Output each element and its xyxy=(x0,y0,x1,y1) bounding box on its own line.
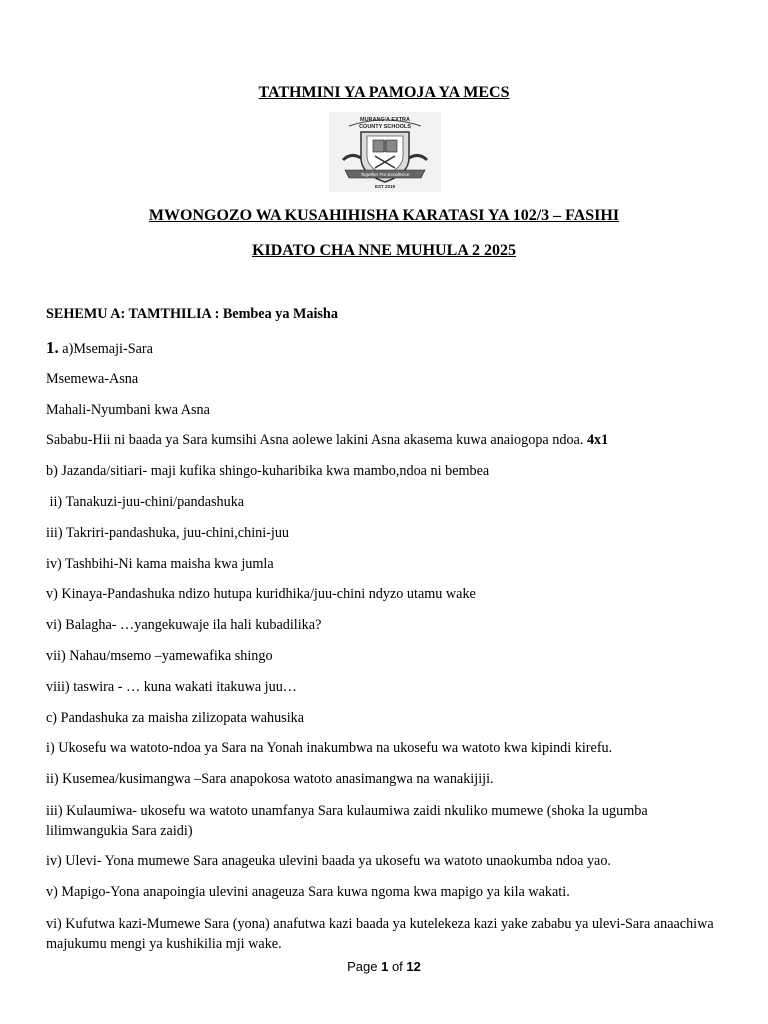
form-term-title: KIDATO CHA NNE MUHULA 2 2025 xyxy=(252,242,516,259)
page-number: 1 xyxy=(381,959,389,974)
question-number: 1. xyxy=(46,338,59,357)
answer-line: i) Ukosefu wa watoto-ndoa ya Sara na Yonah inakumbwa na ukosefu wa watoto kwa kipindi kirefu. xyxy=(46,740,613,756)
exam-title: TATHMINI YA PAMOJA YA MECS xyxy=(258,84,510,101)
page-total: 12 xyxy=(406,959,421,974)
section-heading: SEHEMU A: TAMTHILIA : Bembea ya Maisha xyxy=(46,306,338,322)
answer-line-text: Sababu-Hii ni baada ya Sara kumsihi Asna aolewe lakini Asna akasema kuwa anaiogopa ndoa. xyxy=(46,432,584,448)
answer-line: vii) Nahau/msemo –yamewafika shingo xyxy=(46,648,273,664)
answer-line: vi) Balagha- …yangekuwaje ila hali kubadilika? xyxy=(46,617,322,633)
answer-line: vi) Kufutwa kazi-Mumewe Sara (yona) anafutwa kazi baada ya kutelekeza kazi yake zababu ya ulevi-Sara anaachiwa majukumu mengi ya kushikilia mji wake. xyxy=(46,916,714,952)
answer-line: ii) Tanakuzi-juu-chini/pandashuka xyxy=(46,494,245,510)
answer-line: iv) Ulevi- Yona mumewe Sara anageuka ulevini baada ya ukosefu wa watoto unaokumba ndoa yao. xyxy=(46,853,611,869)
logo-motto: Together For Excellence xyxy=(360,172,410,177)
question-line-1 xyxy=(46,338,153,358)
school-crest-logo xyxy=(329,112,441,192)
answer-line: ii) Kusemea/kusimangwa –Sara anapokosa watoto anasimangwa na wanakijiji. xyxy=(46,771,494,787)
marks-allocation: 4x1 xyxy=(586,432,609,448)
question-line-text: a)Msemaji-Sara xyxy=(62,341,153,357)
of-word: of xyxy=(391,959,403,974)
answer-line: b) Jazanda/sitiari- maji kufika shingo-kuharibika kwa mambo,ndoa ni bembea xyxy=(46,463,490,479)
answer-line: iv) Tashbihi-Ni kama maisha kwa jumla xyxy=(46,556,274,572)
logo-text-2: COUNTY SCHOOLS xyxy=(359,124,411,130)
marking-scheme-title: MWONGOZO WA KUSAHIHISHA KARATASI YA 102/3 – FASIHI xyxy=(148,207,620,224)
answer-line: iii) Kulaumiwa- ukosefu wa watoto unamfanya Sara kulaumiwa zaidi nkuliko mumewe (shoka la ugumba lilimwangukia Sara zaidi) xyxy=(46,803,648,839)
answer-line: v) Mapigo-Yona anapoingia ulevini anageuza Sara kuwa ngoma kwa mapigo ya kila wakati. xyxy=(46,884,570,900)
answer-line: Msemewa-Asna xyxy=(46,371,139,387)
page-word: Page xyxy=(347,959,378,974)
page-footer xyxy=(0,959,768,974)
answer-line xyxy=(46,432,608,449)
logo-est: EST 2019 xyxy=(374,184,396,189)
answer-line: Mahali-Nyumbani kwa Asna xyxy=(46,402,210,418)
logo-text-1: MURANG'A EXTRA xyxy=(360,117,410,123)
answer-line: c) Pandashuka za maisha zilizopata wahusika xyxy=(46,710,305,726)
answer-line: iii) Takriri-pandashuka, juu-chini,chini-juu xyxy=(46,525,290,541)
answer-line: v) Kinaya-Pandashuka ndizo hutupa kuridhika/juu-chini ndyzo utamu wake xyxy=(46,586,476,602)
answer-line: viii) taswira - … kuna wakati itakuwa juu… xyxy=(46,679,297,695)
